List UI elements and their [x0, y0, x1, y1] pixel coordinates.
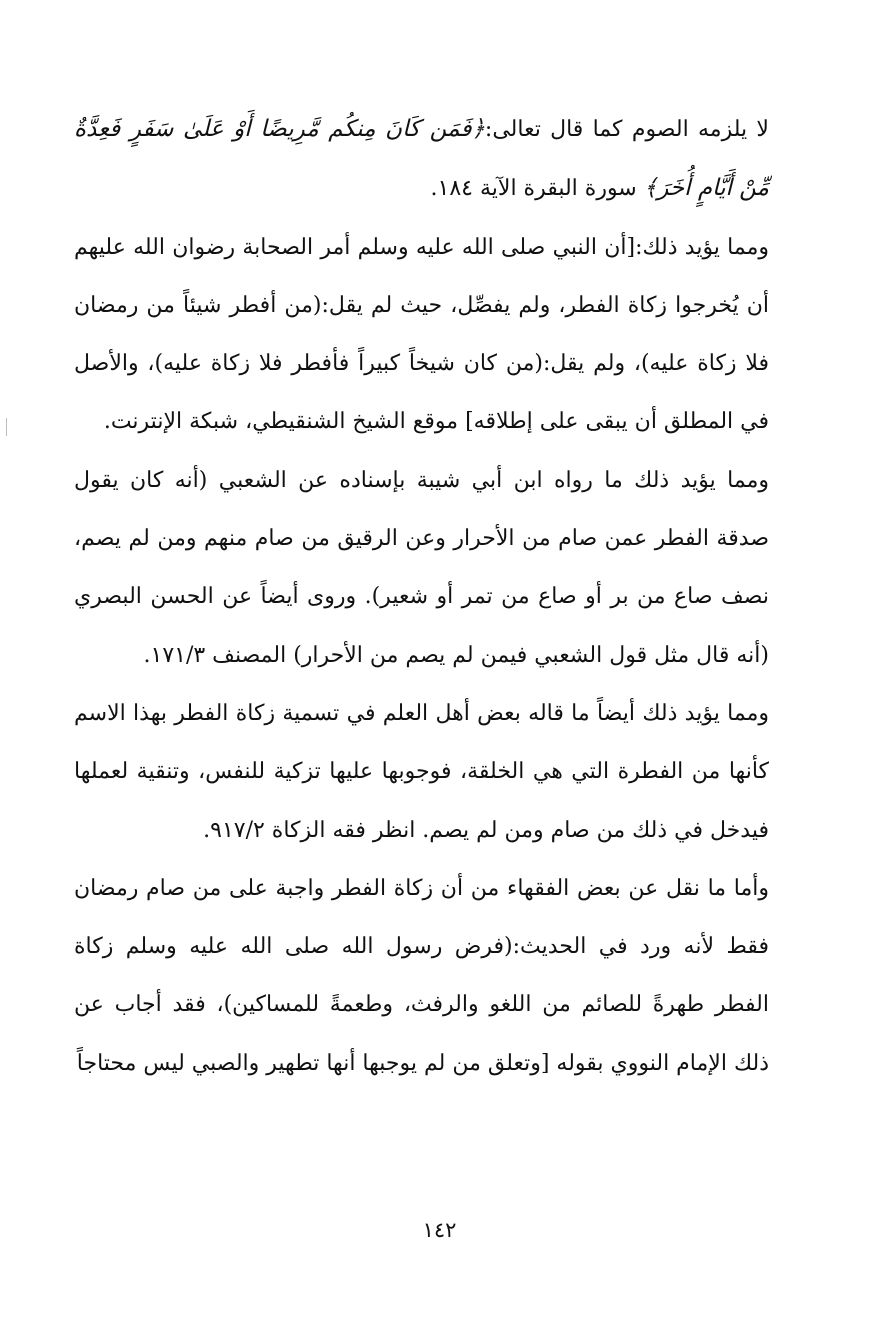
paragraph-4: ومما يؤيد ذلك أيضاً ما قاله بعض أهل العلم في تسمية زكاة الفطر بهذا الاسم كأنها من الفطرة التي هي الخلقة، فوجوبها عليها تزكية للنفس، وتنقية لعملها فيدخل في ذلك من صام ومن لم يصم. انظر فقه الزكاة ٩١٧/٢.	[74, 700, 769, 843]
scan-margin-mark	[6, 418, 9, 436]
surah-reference: سورة البقرة الآية ١٨٤.	[430, 176, 644, 202]
paragraph-3: ومما يؤيد ذلك ما رواه ابن أبي شيبة بإسناده عن الشعبي (أنه كان يقول صدقة الفطر عمن صام من الأحرار وعن الرقيق من صام منهم ومن لم يصم، نصف صاع من بر أو صاع من تمر أو شعير). وروى أيضاً عن الحسن البصري (أنه قال مثل قول الشعبي فيمن لم يصم من الأحرار) المصنف ١٧١/٣.	[74, 467, 769, 668]
page-number: ١٤٢	[422, 1218, 457, 1242]
paragraph-1-lead: لا يلزمه الصوم كما قال تعالى:	[484, 117, 769, 142]
quran-verse: ﴿فَمَن كَانَ مِنكُم مَّرِيضًا أَوْ عَلَىٰ سَفَرٍ فَعِدَّةٌ مِّنْ أَيَّامٍ أُخَرَ﴾	[74, 116, 769, 202]
paragraph-2: ومما يؤيد ذلك:[أن النبي صلى الله عليه وسلم أمر الصحابة رضوان الله عليهم أن يُخرجوا زكاة الفطر، ولم يفصِّل، حيث لم يقل:(من أفطر شيئاً من رمضان فلا زكاة عليه)، ولم يقل:(من كان شيخاً كبيراً فأفطر فلا زكاة عليه)، والأصل في المطلق أن يبقى على إطلاقه] موقع الشيخ الشنقيطي، شبكة الإنترنت.	[74, 234, 769, 435]
paragraph-5: وأما ما نقل عن بعض الفقهاء من أن زكاة الفطر واجبة على من صام رمضان فقط لأنه ورد في الحديث:(فرض رسول الله صلى الله عليه وسلم زكاة الفطر طهرةً للصائم من اللغو والرفث، وطعمةً للمساكين)، فقد أجاب عن ذلك الإمام النووي بقوله [وتعلق من لم يوجبها أنها تطهير والصبي ليس محتاجاً	[74, 875, 769, 1076]
page-body	[74, 100, 769, 1093]
paragraph-1	[74, 100, 769, 219]
